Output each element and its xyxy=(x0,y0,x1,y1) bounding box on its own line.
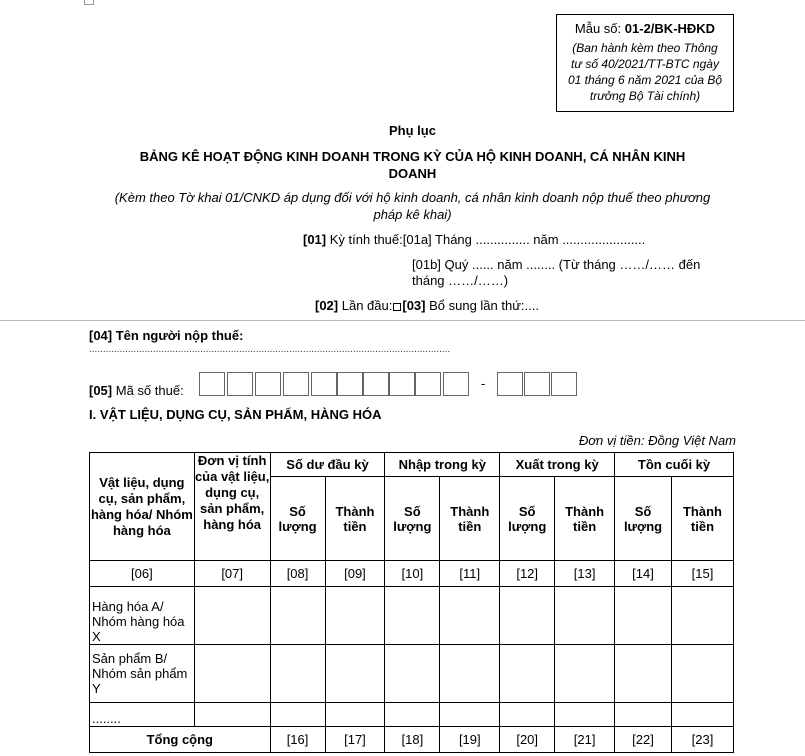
table-cell[interactable] xyxy=(555,645,615,703)
period-line-01 xyxy=(303,232,645,247)
header-amount: Thành tiền xyxy=(671,477,733,561)
tax-code-digit-box[interactable] xyxy=(389,372,415,396)
tax-code-digit-box[interactable] xyxy=(337,372,363,396)
header-qty: Số lượng xyxy=(270,477,325,561)
form-note-line: 01 tháng 6 năm 2021 của Bộ xyxy=(567,73,723,87)
total-code: [17] xyxy=(325,727,385,753)
tax-code-dash: - xyxy=(481,376,486,391)
table-cell[interactable] xyxy=(440,703,500,727)
form-code-box xyxy=(556,14,734,112)
total-code: [22] xyxy=(615,727,672,753)
table-cell[interactable] xyxy=(555,703,615,727)
form-note-line: trưởng Bộ Tài chính) xyxy=(589,89,701,103)
code-row xyxy=(90,561,734,587)
tax-code-branch-box[interactable] xyxy=(524,372,550,396)
column-code: [09] xyxy=(325,561,385,587)
table-cell[interactable] xyxy=(440,587,500,645)
header-amount: Thành tiền xyxy=(440,477,500,561)
first-time-label: Lần đầu: xyxy=(341,298,393,313)
table-cell[interactable] xyxy=(325,645,385,703)
section-title: I. VẬT LIỆU, DỤNG CỤ, SẢN PHẨM, HÀNG HÓA xyxy=(89,407,382,422)
period-line-01b xyxy=(412,257,700,289)
table-cell[interactable] xyxy=(194,587,270,645)
table-cell[interactable] xyxy=(270,645,325,703)
column-code: [08] xyxy=(270,561,325,587)
table-cell[interactable] xyxy=(500,587,555,645)
tax-code-digit-box[interactable] xyxy=(311,372,337,396)
table-row xyxy=(90,645,734,703)
table-row xyxy=(90,587,734,645)
taxpayer-name-dots: .................................................................................................................................. xyxy=(89,344,451,355)
tax-code-digit-box[interactable] xyxy=(443,372,469,396)
row-label: ........ xyxy=(90,703,195,727)
tax-code-branch-box[interactable] xyxy=(551,372,577,396)
tax-code-digit-box[interactable] xyxy=(363,372,389,396)
column-code: [14] xyxy=(615,561,672,587)
currency-unit: Đơn vị tiền: Đồng Việt Nam xyxy=(578,433,736,448)
form-note-line: (Ban hành kèm theo Thông xyxy=(572,41,718,55)
total-code: [23] xyxy=(671,727,733,753)
field-code: [01] xyxy=(303,232,327,247)
table-cell[interactable] xyxy=(270,587,325,645)
header-group: Tồn cuối kỳ xyxy=(615,453,734,477)
table-cell[interactable] xyxy=(385,645,440,703)
title-line: BẢNG KÊ HOẠT ĐỘNG KINH DOANH TRONG KỲ CỦA HỘ KINH DOANH, CÁ NHÂN KINH xyxy=(139,149,686,164)
column-code: [06] xyxy=(90,561,195,587)
document-title xyxy=(90,148,735,182)
document-subtitle xyxy=(70,189,755,223)
tax-code-digit-box[interactable] xyxy=(199,372,225,396)
total-code: [16] xyxy=(270,727,325,753)
tax-code-label: [05] Mã số thuế: xyxy=(89,383,184,398)
header-group: Nhập trong kỳ xyxy=(385,453,500,477)
inventory-table xyxy=(89,452,734,753)
top-mark xyxy=(84,0,94,5)
header-qty: Số lượng xyxy=(615,477,672,561)
tax-code-digit-box[interactable] xyxy=(415,372,441,396)
column-code: [15] xyxy=(671,561,733,587)
header-amount: Thành tiền xyxy=(325,477,385,561)
tax-code-digit-box[interactable] xyxy=(283,372,309,396)
field-code: [02] xyxy=(315,298,339,313)
subtitle-line: (Kèm theo Tờ khai 01/CNKD áp dụng đối với hộ kinh doanh, cá nhân kinh doanh nộp thuế theo phương xyxy=(114,190,711,205)
header-qty: Số lượng xyxy=(500,477,555,561)
first-time-checkbox[interactable] xyxy=(393,303,401,311)
table-cell[interactable] xyxy=(385,587,440,645)
quarter-text: [01b] Quý ...... năm ........ (Từ tháng ……/…… đến xyxy=(412,257,701,272)
table-cell[interactable] xyxy=(671,703,733,727)
column-code: [13] xyxy=(555,561,615,587)
form-note-line: tư số 40/2021/TT-BTC ngày xyxy=(571,57,719,71)
column-code: [10] xyxy=(385,561,440,587)
table-cell[interactable] xyxy=(555,587,615,645)
form-note xyxy=(557,40,733,104)
tax-code-label-text: Mã số thuế: xyxy=(115,383,184,398)
appendix-label: Phụ lục xyxy=(389,123,436,138)
header-group: Số dư đầu kỳ xyxy=(270,453,385,477)
declaration-type xyxy=(315,298,539,313)
table-cell[interactable] xyxy=(194,703,270,727)
table-cell[interactable] xyxy=(325,587,385,645)
total-code: [21] xyxy=(555,727,615,753)
table-row xyxy=(90,703,734,727)
row-label: Sản phẩm B/ Nhóm sản phẩm Y xyxy=(90,645,195,703)
table-cell[interactable] xyxy=(500,703,555,727)
column-code: [12] xyxy=(500,561,555,587)
tax-code-branch-box[interactable] xyxy=(497,372,523,396)
total-code: [20] xyxy=(500,727,555,753)
title-line: DOANH xyxy=(388,166,437,181)
form-code-value: 01-2/BK-HĐKD xyxy=(624,21,716,36)
subtitle-line: pháp kê khai) xyxy=(373,207,452,222)
field-code: [03] xyxy=(402,298,426,313)
quarter-text: tháng ……/……) xyxy=(412,273,509,288)
table-cell[interactable] xyxy=(615,645,672,703)
form-code xyxy=(557,21,733,36)
table-cell[interactable] xyxy=(671,645,733,703)
header-qty: Số lượng xyxy=(385,477,440,561)
page-separator xyxy=(0,320,805,321)
header-group: Xuất trong kỳ xyxy=(500,453,615,477)
form-code-label: Mẫu số: xyxy=(574,21,622,36)
header-item: Vật liệu, dụng cụ, sản phẩm, hàng hóa/ Nhóm hàng hóa xyxy=(90,453,195,561)
period-text: Kỳ tính thuế:[01a] Tháng ............... năm ....................... xyxy=(329,232,646,247)
total-label: Tổng cộng xyxy=(90,727,271,753)
total-code: [18] xyxy=(385,727,440,753)
table-header-row xyxy=(90,453,734,477)
table-cell[interactable] xyxy=(500,645,555,703)
column-code: [11] xyxy=(440,561,500,587)
table-cell[interactable] xyxy=(385,703,440,727)
table-cell[interactable] xyxy=(270,703,325,727)
table-cell[interactable] xyxy=(325,703,385,727)
tax-code-digit-box[interactable] xyxy=(255,372,281,396)
table-cell[interactable] xyxy=(440,645,500,703)
header-amount: Thành tiền xyxy=(555,477,615,561)
tax-code-digit-box[interactable] xyxy=(227,372,253,396)
table-cell[interactable] xyxy=(615,587,672,645)
taxpayer-name-label: [04] Tên người nộp thuế: xyxy=(89,328,244,343)
total-row xyxy=(90,727,734,753)
row-label: Hàng hóa A/ Nhóm hàng hóa X xyxy=(90,587,195,645)
header-unit: Đơn vị tính của vật liệu, dụng cụ, sản phẩm, hàng hóa xyxy=(194,453,270,561)
table-cell[interactable] xyxy=(671,587,733,645)
supplement-label: Bổ sung lần thứ:.... xyxy=(429,298,539,313)
table-cell[interactable] xyxy=(194,645,270,703)
table-cell[interactable] xyxy=(615,703,672,727)
column-code: [07] xyxy=(194,561,270,587)
total-code: [19] xyxy=(440,727,500,753)
